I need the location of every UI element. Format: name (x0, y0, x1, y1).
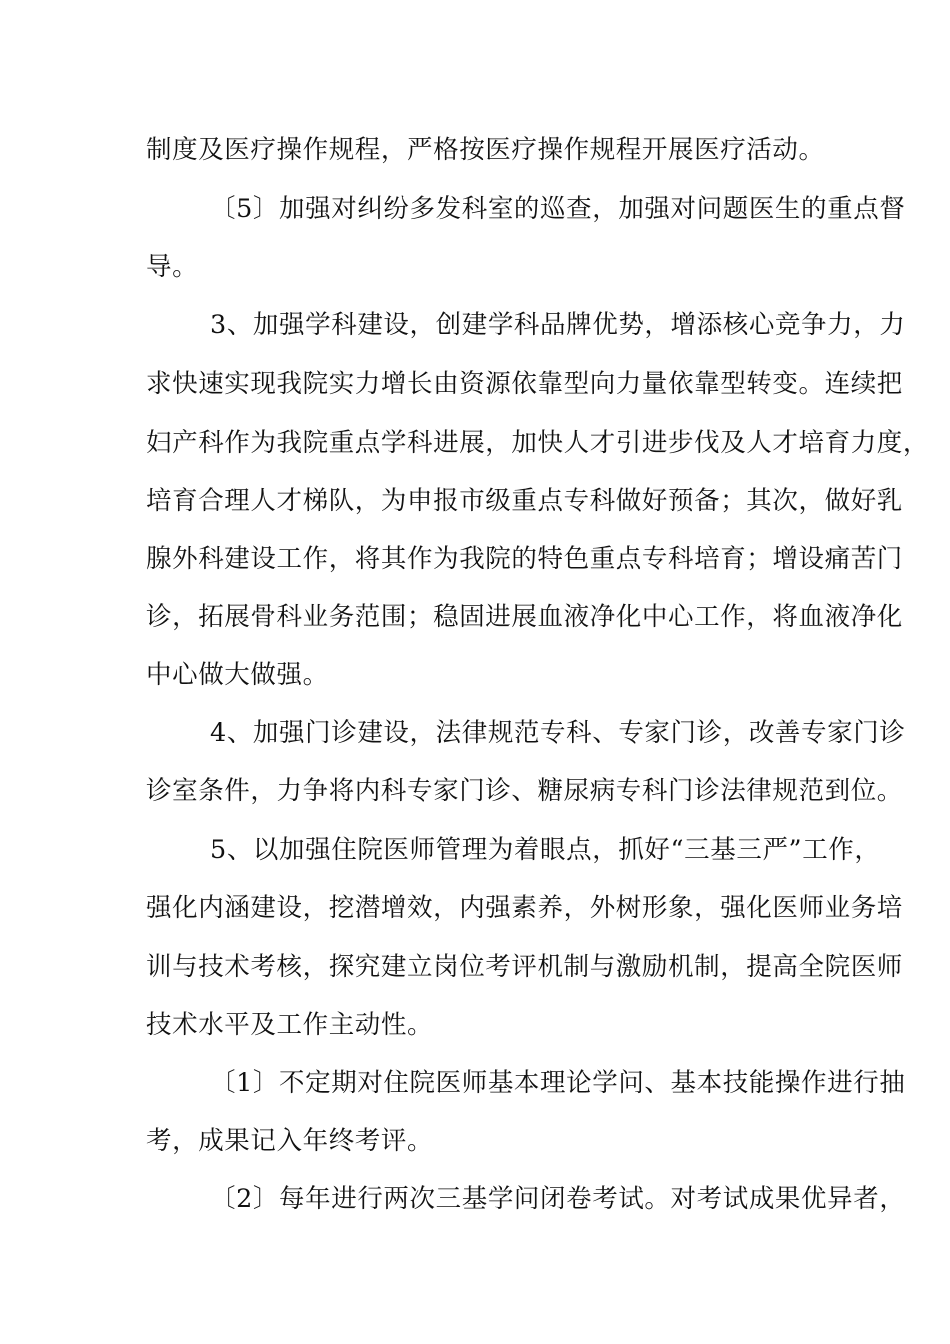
text-line: 强化内涵建设，挖潜增效，内强素养，外树形象，强化医师业务培 (146, 893, 903, 923)
text-line: 诊，拓展骨科业务范围；稳固进展血液净化中心工作，将血液净化 (146, 602, 903, 632)
text-line: 〔5〕加强对纠纷多发科室的巡查，加强对问题医生的重点督 (210, 194, 906, 224)
text-line: 训与技术考核，探究建立岗位考评机制与激励机制，提高全院医师 (146, 952, 903, 982)
text-line: 培育合理人才梯队，为申报市级重点专科做好预备；其次，做好乳 (146, 486, 903, 516)
text-line: 〔1〕不定期对住院医师基本理论学问、基本技能操作进行抽 (210, 1068, 906, 1098)
text-line: 〔2〕每年进行两次三基学问闭卷考试。对考试成果优异者， (210, 1184, 906, 1214)
text-line: 3、加强学科建设，创建学科品牌优势，增添核心竞争力，力 (210, 310, 906, 340)
text-line: 求快速实现我院实力增长由资源依靠型向力量依靠型转变。连续把 (146, 369, 903, 399)
text-line: 5、以加强住院医师管理为着眼点，抓好“三基三严”工作， (210, 835, 881, 865)
text-line: 制度及医疗操作规程，严格按医疗操作规程开展医疗活动。 (146, 135, 825, 165)
text-line: 导。 (146, 252, 199, 282)
text-line: 4、加强门诊建设，法律规范专科、专家门诊，改善专家门诊 (210, 718, 906, 748)
text-line: 腺外科建设工作，将其作为我院的特色重点专科培育；增设痛苦门 (146, 544, 903, 574)
text-line: 诊室条件，力争将内科专家门诊、糖尿病专科门诊法律规范到位。 (146, 776, 903, 806)
text-line: 中心做大做强。 (146, 660, 329, 690)
text-line: 考，成果记入年终考评。 (146, 1126, 434, 1156)
text-line: 妇产科作为我院重点学科进展，加快人才引进步伐及人才培育力度， (146, 428, 930, 458)
text-line: 技术水平及工作主动性。 (146, 1010, 434, 1040)
